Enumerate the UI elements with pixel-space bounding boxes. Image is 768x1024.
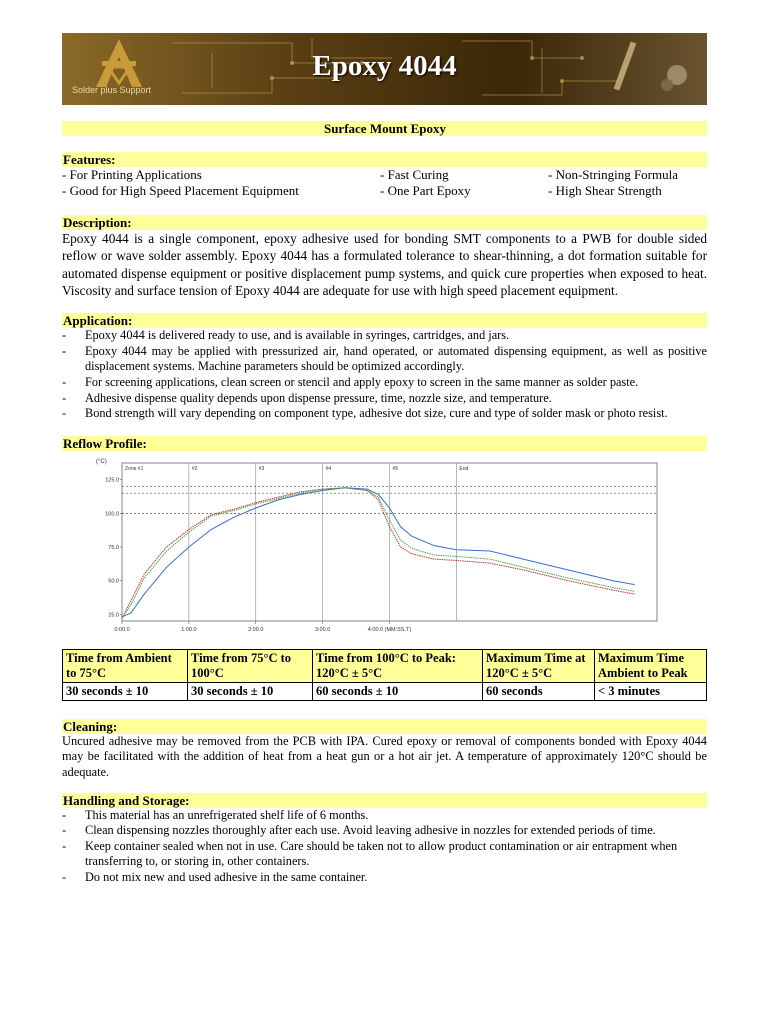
y-tick-label: 50.0 xyxy=(108,578,119,585)
zone-label: Zone #1 xyxy=(125,465,144,472)
datasheet-page xyxy=(62,33,707,886)
x-tick-label: 2:00.0 xyxy=(248,626,264,633)
table-header-cell: Maximum Time at 120°C ± 5°C xyxy=(483,649,595,682)
list-item: - Clean dispensing nozzles thoroughly after each use. Avoid leaving adhesive in nozzles for extended periods of time. xyxy=(62,823,707,839)
table-header-cell: Time from Ambient to 75°C xyxy=(63,649,188,682)
list-item: - This material has an unrefrigerated shelf life of 6 months. xyxy=(62,808,707,824)
list-item: - Bond strength will vary depending on component type, adhesive dot size, cure and type of solder mask or photo resist. xyxy=(62,406,707,422)
feature-item: - High Shear Strength xyxy=(548,183,662,198)
subtitle-bar: Surface Mount Epoxy xyxy=(62,121,707,136)
y-tick-label: 25.0 xyxy=(108,612,119,619)
header-banner xyxy=(62,33,707,105)
zone-label: End xyxy=(459,465,469,472)
features-row xyxy=(62,167,707,183)
list-item: - Epoxy 4044 is delivered ready to use, and is available in syringes, cartridges, and jars. xyxy=(62,328,707,344)
table-header-cell: Time from 100°C to Peak: 120°C ± 5°C xyxy=(313,649,483,682)
reflow-chart-svg xyxy=(62,451,707,647)
table-row xyxy=(63,682,707,700)
reflow-spec-table xyxy=(62,649,707,701)
table-cell: < 3 minutes xyxy=(595,682,707,700)
feature-item: - Good for High Speed Placement Equipment xyxy=(62,183,299,198)
list-item: - For screening applications, clean screen or stencil and apply epoxy to screen in the same manner as solder paste. xyxy=(62,375,707,391)
table-header-cell: Maximum Time Ambient to Peak xyxy=(595,649,707,682)
table-cell: 30 seconds ± 10 xyxy=(188,682,313,700)
x-tick-label: 0:00.0 xyxy=(114,626,130,633)
cleaning-heading: Cleaning: xyxy=(62,719,707,734)
feature-item: - For Printing Applications xyxy=(62,167,202,182)
feature-item: - One Part Epoxy xyxy=(380,183,471,198)
feature-item: - Fast Curing xyxy=(380,167,449,182)
x-tick-label: 4:00.0 (MM:SS.T) xyxy=(367,626,412,633)
list-item: - Keep container sealed when not in use. Care should be taken not to allow product contamination or air entrapment when transferring to, or storing in, other containers. xyxy=(62,839,707,870)
logo-text: Solder plus Support xyxy=(72,85,152,95)
reflow-profile-chart xyxy=(62,451,707,647)
handling-list xyxy=(62,808,707,886)
table-header-cell: Time from 75°C to 100°C xyxy=(188,649,313,682)
y-tick-label: 75.0 xyxy=(108,544,119,551)
list-item: - Adhesive dispense quality depends upon dispense pressure, time, nozzle size, and temperature. xyxy=(62,391,707,407)
table-cell: 60 seconds ± 10 xyxy=(313,682,483,700)
features-row xyxy=(62,183,707,199)
table-cell: 60 seconds xyxy=(483,682,595,700)
feature-item: - Non-Stringing Formula xyxy=(548,167,678,182)
application-list xyxy=(62,328,707,422)
application-heading: Application: xyxy=(62,313,707,328)
list-item: - Epoxy 4044 may be applied with pressurized air, hand operated, or automated dispensing equipment, as well as positive displacement systems. Machine parameters should be optimized accordingly. xyxy=(62,344,707,375)
x-tick-label: 3:00.0 xyxy=(314,626,331,633)
zone-label: #5 xyxy=(392,465,399,472)
y-tick-label: 100.0 xyxy=(105,511,119,518)
list-item: - Do not mix new and used adhesive in the same container. xyxy=(62,870,707,886)
y-tick-label: 125.0 xyxy=(105,477,119,484)
handling-heading: Handling and Storage: xyxy=(62,793,707,808)
description-text: Epoxy 4044 is a single component, epoxy adhesive used for bonding SMT components to a PWB for double sided reflow or wave solder assembly. Epoxy 4044 has a formulated tolerance to shear-thinning, a dot formation suitable for automated dispense equipment or positive displacement pump systems, and quick cure properties when exposed to heat. Viscosity and surface tension of Epoxy 4044 are adequate for use with high speed placement equipment. xyxy=(62,231,707,298)
y-axis-label: (°C) xyxy=(96,458,107,465)
x-tick-label: 1:00.0 xyxy=(181,626,197,633)
reflow-heading: Reflow Profile: xyxy=(62,436,707,451)
cleaning-text: Uncured adhesive may be removed from the PCB with IPA. Cured epoxy or removal of components bonded with Epoxy 4044 may be facilitated with the addition of heat from a heat gun or a hot air jet. A temperature of approximately 120°C should be adequate. xyxy=(62,733,707,779)
features-heading: Features: xyxy=(62,152,707,167)
table-cell: 30 seconds ± 10 xyxy=(63,682,188,700)
zone-label: #4 xyxy=(325,465,332,472)
zone-label: #2 xyxy=(191,465,198,472)
zone-label: #3 xyxy=(258,465,265,472)
description-heading: Description: xyxy=(62,215,707,230)
table-header-row xyxy=(63,649,707,682)
product-title: Epoxy 4044 xyxy=(312,50,457,82)
